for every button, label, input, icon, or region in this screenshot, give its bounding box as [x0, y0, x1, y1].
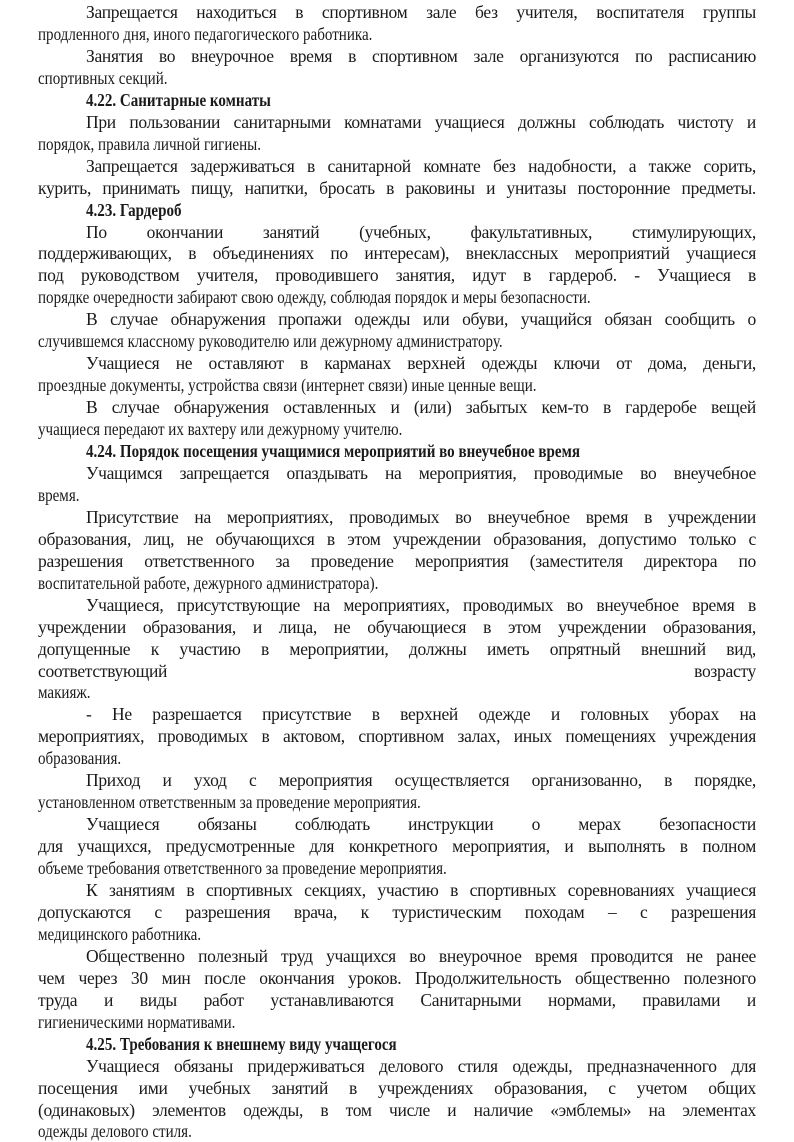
paragraph-line-text: образования.	[38, 748, 122, 769]
paragraph-line-text: мероприятиях, проводимых в актовом, спортивном залах, иных помещениях учреждения	[38, 726, 756, 747]
paragraph-line-text: случившемся классному руководителю или дежурному администратору.	[38, 331, 503, 352]
paragraph-line	[86, 769, 756, 791]
paragraph-line	[86, 352, 756, 374]
paragraph-line	[86, 111, 756, 133]
paragraph-line	[86, 45, 756, 67]
section-heading-text: 4.22. Санитарные комнаты	[86, 89, 271, 110]
section-heading-text: 4.24. Порядок посещения учащимися мероприятий во внеучебное время	[86, 441, 581, 461]
paragraph-line-text: допускаются с разрешения врача, к туристическим походам – с разрешения	[38, 901, 756, 922]
paragraph-line-text: Запрещается находиться в спортивном зале без учителя, воспитателя группы	[86, 2, 756, 22]
paragraph-line	[38, 418, 462, 440]
paragraph-line	[38, 660, 756, 682]
paragraph-line-text: чем через 30 мин после окончания уроков. Продолжительность общественно полезного	[38, 967, 756, 988]
paragraph-line-text: Присутствие на мероприятиях, проводимых во внеучебное время в учреждении	[86, 506, 756, 527]
paragraph-line	[86, 703, 756, 725]
paragraph-line	[38, 67, 189, 89]
paragraph-line	[38, 638, 756, 660]
paragraph-line-text: порядок, правила личной гигиены.	[38, 133, 262, 154]
paragraph-line-text: (одинаковых) элементов одежды, в том числе и наличие «эмблемы» на элементах	[38, 1099, 756, 1120]
section-heading	[86, 440, 660, 462]
paragraph-line	[38, 835, 756, 857]
paragraph-line-text: Учащиеся обязаны соблюдать инструкции о мерах безопасности	[86, 814, 756, 835]
paragraph-line-text: объеме требования ответственного за проведение мероприятия.	[38, 858, 447, 879]
paragraph-line	[38, 550, 756, 572]
paragraph-line	[38, 374, 618, 396]
paragraph-line-text: Общественно полезный труд учащихся во внеурочное время проводится не ранее	[86, 945, 756, 966]
paragraph-line	[38, 242, 756, 264]
paragraph-line	[38, 616, 756, 638]
paragraph-line-text: Приход и уход с мероприятия осуществляется организованно, в порядке,	[86, 770, 756, 791]
paragraph-line-text: образования, лиц, не обучающихся в этом учреждении образования, допустимо только с	[38, 528, 756, 549]
paragraph-line-text: медицинского работника.	[38, 923, 202, 944]
paragraph-line-text: установленном ответственным за проведение мероприятия.	[38, 792, 421, 813]
paragraph-line	[38, 857, 513, 879]
paragraph-line	[86, 308, 756, 330]
paragraph-line-text: проездные документы, устройства связи (интернет связи) иные ценные вещи.	[38, 375, 537, 396]
section-heading	[86, 89, 301, 111]
paragraph-line	[86, 594, 756, 616]
paragraph-line-text: К занятиям в спортивных секциях, участию в спортивных соревнованиях учащиеся	[86, 880, 756, 900]
paragraph-line	[38, 747, 135, 769]
paragraph-line-text: Учащимся запрещается опаздывать на мероприятия, проводимые во внеучебное	[86, 462, 756, 483]
paragraph-line-text: Учащиеся, присутствующие на мероприятиях, проводимых во внеучебное время в	[86, 594, 756, 615]
paragraph-line-text: соответствующий возрасту	[38, 660, 756, 681]
paragraph-line	[86, 221, 756, 243]
section-heading-text: 4.23. Гардероб	[86, 199, 182, 220]
paragraph-line-text: макияж.	[38, 682, 91, 703]
paragraph-line-text: время.	[38, 484, 80, 505]
paragraph-line	[38, 133, 297, 155]
paragraph-line	[86, 813, 756, 835]
paragraph-line	[38, 23, 427, 45]
paragraph-line-text: спортивных секций.	[38, 67, 168, 88]
paragraph-line	[38, 528, 756, 550]
paragraph-line	[38, 1120, 217, 1142]
paragraph-line-text: учащиеся передают их вахтеру или дежурному учителю.	[38, 419, 403, 440]
paragraph-line	[86, 879, 756, 901]
section-heading	[86, 199, 197, 221]
paragraph-line-text: Занятия во внеурочное время в спортивном зале организуются по расписанию	[86, 45, 756, 66]
paragraph-line-text: труда и виды работ устанавливаются Санитарными нормами, правилами и	[38, 989, 756, 1010]
paragraph-line	[38, 264, 756, 286]
paragraph-line-text: Учащиеся не оставляют в карманах верхней одежды ключи от дома, деньги,	[86, 353, 756, 374]
paragraph-line-text: поддерживающих, в объединениях по интересам), внеклассных мероприятий учащиеся	[38, 243, 756, 264]
paragraph-line	[86, 155, 756, 177]
paragraph-line	[38, 791, 483, 813]
paragraph-line	[38, 989, 756, 1011]
paragraph-line	[38, 1099, 756, 1121]
paragraph-line-text: для учащихся, предусмотренные для конкретного мероприятия, и выполнять в полном	[38, 836, 756, 857]
paragraph-line	[38, 725, 756, 747]
paragraph-line	[86, 506, 756, 528]
paragraph-line-text: одежды делового стиля.	[38, 1121, 192, 1142]
paragraph-line-text: Запрещается задерживаться в санитарной комнате без надобности, а также сорить,	[86, 155, 756, 176]
paragraph-line-text: гигиеническими нормативами.	[38, 1011, 236, 1032]
paragraph-line	[86, 396, 756, 418]
paragraph-line	[86, 945, 756, 967]
paragraph-line	[38, 1011, 268, 1033]
paragraph-line-text: допущенные к участию в мероприятии, должны иметь опрятный внешний вид,	[38, 638, 756, 659]
paragraph-line-text: В случае обнаружения пропажи одежды или обуви, учащийся обязан сообщить о	[86, 309, 756, 330]
paragraph-line	[38, 572, 434, 594]
paragraph-line	[38, 901, 756, 923]
paragraph-line-text: разрешения ответственного за проведение мероприятия (заместителя директора по	[38, 550, 756, 571]
paragraph-line-text: под руководством учителя, проводившего занятия, идут в гардероб. - Учащиеся в	[38, 265, 756, 286]
paragraph-line	[38, 484, 86, 506]
paragraph-line	[38, 923, 228, 945]
paragraph-line-text: посещения ими учебных занятий в учреждениях образования, с учетом общих	[38, 1077, 756, 1098]
paragraph-line-text: - Не разрешается присутствие в верхней одежде и головных уборах на	[86, 704, 756, 725]
paragraph-line	[38, 286, 681, 308]
paragraph-line-text: По окончании занятий (учебных, факультативных, стимулирующих,	[86, 221, 756, 242]
paragraph-line	[38, 330, 578, 352]
paragraph-line-text: При пользовании санитарными комнатами учащиеся должны соблюдать чистоту и	[86, 111, 756, 132]
paragraph-line-text: Учащиеся обязаны придерживаться делового стиля одежды, предназначенного для	[86, 1055, 756, 1076]
paragraph-line	[38, 1077, 756, 1099]
paragraph-line-text: порядке очередности забирают свою одежду, соблюдая порядок и меры безопасности.	[38, 287, 591, 308]
paragraph-line-text: В случае обнаружения оставленных и (или) забытых кем-то в гардеробе вещей	[86, 397, 756, 418]
paragraph-line-text: продленного дня, иного педагогического работника.	[38, 23, 373, 44]
paragraph-line-text: курить, принимать пищу, напитки, бросать в раковины и унитазы посторонние предметы.	[38, 177, 756, 198]
paragraph-line	[38, 681, 99, 703]
paragraph-line	[86, 1055, 756, 1077]
paragraph-line-text: воспитательной работе, дежурного администратора).	[38, 572, 379, 593]
paragraph-line-text: учреждении образования, и лица, не обучающиеся в этом учреждении образования,	[38, 616, 756, 637]
paragraph-line	[38, 177, 756, 199]
section-heading	[86, 1033, 447, 1055]
section-heading-text: 4.25. Требования к внешнему виду учащегося	[86, 1033, 397, 1054]
paragraph-line	[86, 462, 756, 484]
paragraph-line	[38, 967, 756, 989]
paragraph-line	[86, 1, 756, 23]
